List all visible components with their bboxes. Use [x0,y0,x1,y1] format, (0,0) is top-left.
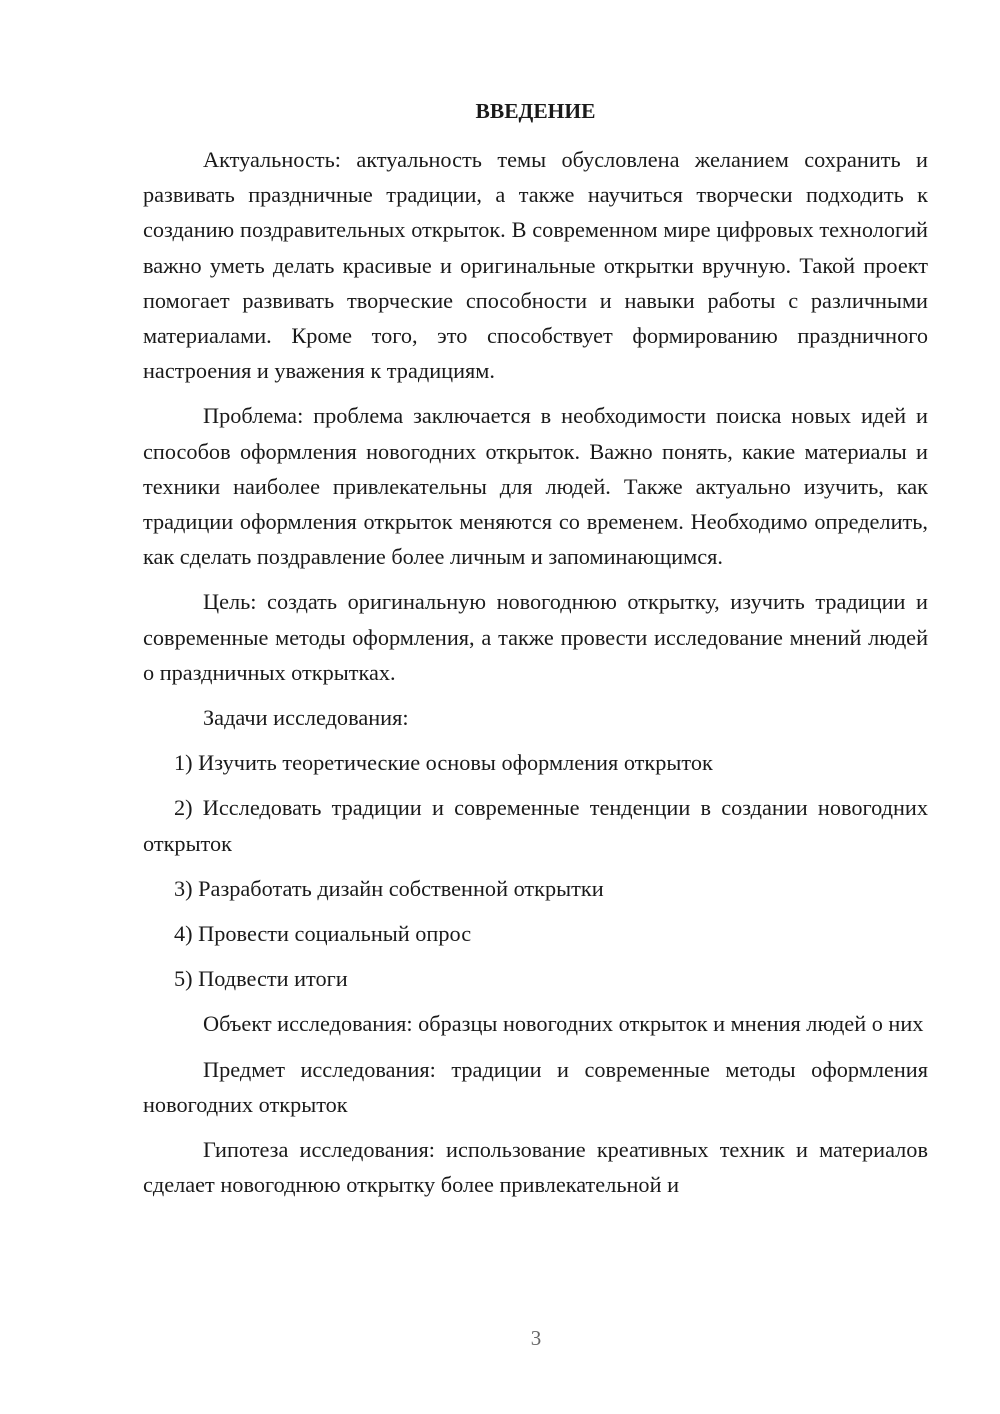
task-item: 2) Исследовать традиции и современные тенденции в создании новогодних открыток [143,795,928,856]
paragraph-hypothesis: Гипотеза исследования: использование креативных техник и материалов сделает новогоднюю открытку более привлекательной и [143,1137,928,1198]
page-content [143,92,928,1212]
paragraph-goal: Цель: создать оригинальную новогоднюю открытку, изучить традиции и современные методы оформления, а также провести исследование мнений людей о праздничных открытках. [143,589,928,685]
section-title: ВВЕДЕНИЕ [475,99,596,123]
paragraph-object: Объект исследования: образцы новогодних открыток и мнения людей о них [203,1011,924,1037]
task-item: 4) Провести социальный опрос [174,921,472,947]
page-number: 3 [530,1326,542,1350]
task-item: 1) Изучить теоретические основы оформления открыток [174,750,713,776]
paragraph-relevance: Актуальность: актуальность темы обусловлена желанием сохранить и развивать праздничные традиции, а также научиться творчески подходить к созданию поздравительных открыток. В современном мире цифровых технологий важно уметь делать красивые и оригинальные открытки вручную. Такой проект помогает развивать творческие способности и навыки работы с различными материалами. Кроме того, это способствует формированию праздничного настроения и уважения к традициям. [143,147,928,384]
task-item: 5) Подвести итоги [174,966,348,992]
paragraph-subject: Предмет исследования: традиции и современные методы оформления новогодних открыток [143,1056,928,1117]
paragraph-problem: Проблема: проблема заключается в необходимости поиска новых идей и способов оформления новогодних открыток. Важно понять, какие материалы и техники наиболее привлекательны для людей. Также актуально изучить, как традиции оформления открыток меняются со временем. Необходимо определить, как сделать поздравление более личным и запоминающимся. [143,403,928,570]
tasks-heading: Задачи исследования: [203,705,409,731]
task-item: 3) Разработать дизайн собственной открытки [174,875,604,901]
